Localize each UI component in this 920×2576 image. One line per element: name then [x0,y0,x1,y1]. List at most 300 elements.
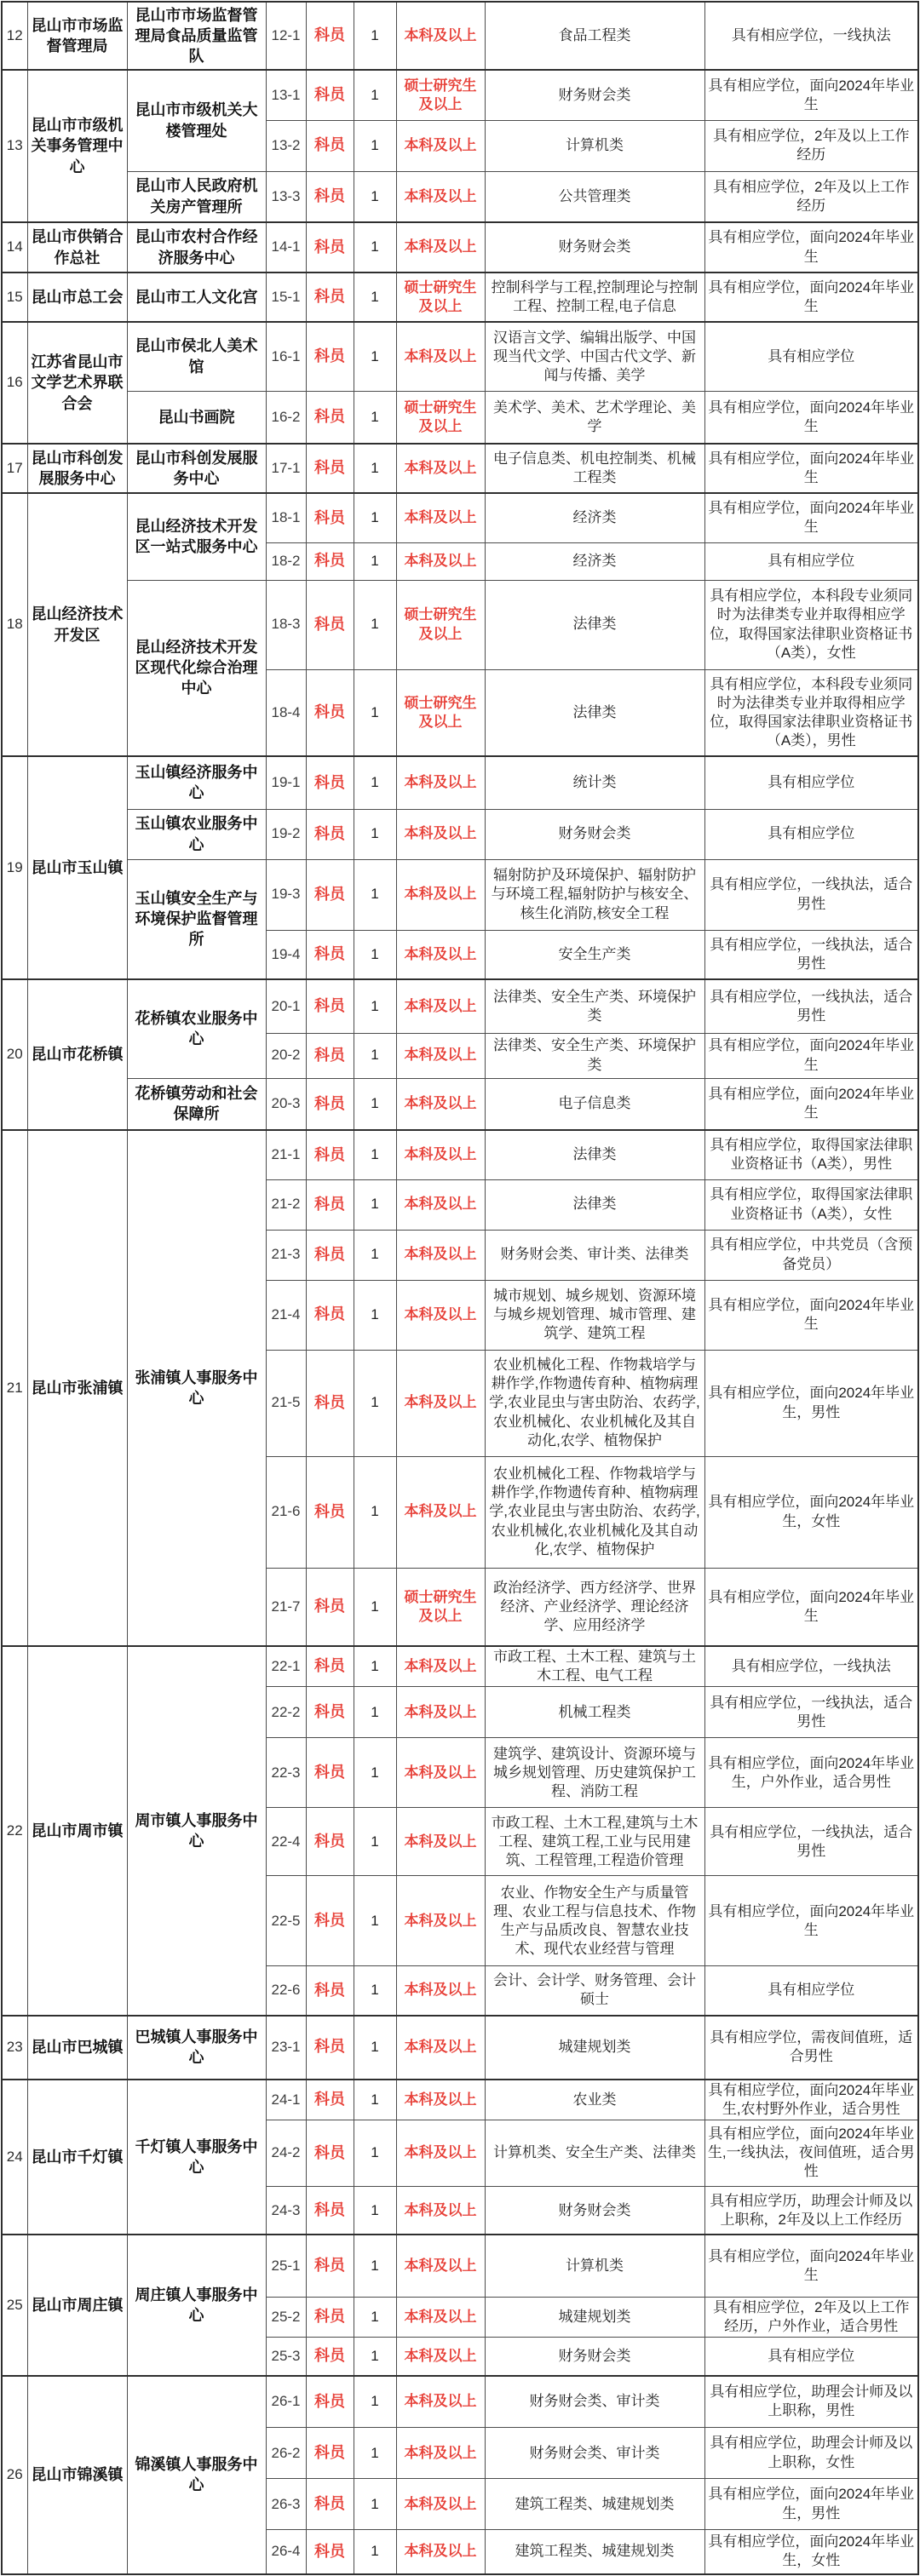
headcount-cell: 1 [354,2235,396,2297]
headcount-cell: 1 [354,222,396,273]
education-cell: 本科及以上 [396,1179,485,1230]
position-row [2,322,918,391]
major-cell: 法律类 [485,580,704,669]
unit-name-cell: 昆山市人民政府机关房产管理所 [127,171,266,222]
org-name-cell: 昆山市巴城镇 [27,2016,127,2080]
major-cell: 法律类 [485,669,704,756]
education-cell: 本科及以上 [396,979,485,1033]
org-name-cell: 昆山市市场监督管理局 [27,2,127,70]
major-cell: 电子信息类、机电控制类、机械工程类 [485,444,704,493]
position-row [2,979,918,1033]
position-row [2,273,918,322]
position-title-cell: 科员 [306,1646,354,1687]
remark-cell: 具有相应学位，面向2024年毕业生，女性 [704,2530,918,2574]
recruitment-table [1,1,919,2575]
education-cell: 本科及以上 [396,2186,485,2235]
position-code-cell: 26-2 [266,2428,306,2479]
position-code-cell: 22-6 [266,1966,306,2016]
remark-cell: 具有相应学位，取得国家法律职业资格证书（A类），女性 [704,1179,918,1230]
org-name-cell: 昆山市周庄镇 [27,2235,127,2375]
headcount-cell: 1 [354,669,396,756]
position-row [2,859,918,930]
position-title-cell: 科员 [306,70,354,120]
position-title-cell: 科员 [306,1078,354,1130]
position-title-cell: 科员 [306,669,354,756]
position-title-cell: 科员 [306,273,354,322]
position-code-cell: 25-2 [266,2297,306,2337]
remark-cell: 具有相应学位 [704,542,918,580]
unit-name-cell: 张浦镇人事服务中心 [127,1130,266,1646]
position-code-cell: 13-1 [266,70,306,120]
recruitment-table-body [2,2,918,2574]
remark-cell: 具有相应学位，一线执法，适合男性 [704,859,918,930]
remark-cell: 具有相应学位，一线执法 [704,2,918,70]
major-cell: 计算机类 [485,2235,704,2297]
position-code-cell: 18-4 [266,669,306,756]
education-cell: 硕士研究生及以上 [396,391,485,444]
remark-cell: 具有相应学位，面向2024年毕业生 [704,391,918,444]
remark-cell: 具有相应学位，面向2024年毕业生，男性 [704,1350,918,1456]
position-code-cell: 21-6 [266,1456,306,1568]
education-cell: 硕士研究生及以上 [396,273,485,322]
education-cell: 本科及以上 [396,2297,485,2337]
position-title-cell: 科员 [306,1033,354,1078]
education-cell: 本科及以上 [396,2120,485,2186]
position-code-cell: 24-3 [266,2186,306,2235]
major-cell: 美术学、美术、艺术学理论、美学 [485,391,704,444]
major-cell: 经济类 [485,493,704,542]
headcount-cell: 1 [354,859,396,930]
major-cell: 法律类 [485,1130,704,1179]
position-title-cell: 科员 [306,1230,354,1280]
headcount-cell: 1 [354,2376,396,2428]
headcount-cell: 1 [354,1179,396,1230]
group-number-cell: 12 [2,2,27,70]
position-row [2,2080,918,2120]
remark-cell: 具有相应学位，助理会计师及以上职称，女性 [704,2428,918,2479]
position-row [2,222,918,273]
education-cell: 本科及以上 [396,2080,485,2120]
position-code-cell: 13-2 [266,120,306,171]
org-name-cell: 昆山市总工会 [27,273,127,322]
position-title-cell: 科员 [306,120,354,171]
position-title-cell: 科员 [306,222,354,273]
headcount-cell: 1 [354,809,396,859]
unit-name-cell: 昆山市科创发展服务中心 [127,444,266,493]
headcount-cell: 1 [354,756,396,809]
position-title-cell: 科员 [306,2297,354,2337]
education-cell: 本科及以上 [396,1738,485,1808]
org-name-cell: 昆山市锦溪镇 [27,2376,127,2574]
headcount-cell: 1 [354,2479,396,2530]
remark-cell: 具有相应学位，一线执法，适合男性 [704,979,918,1033]
education-cell: 本科及以上 [396,322,485,391]
position-title-cell: 科员 [306,542,354,580]
headcount-cell: 1 [354,120,396,171]
remark-cell: 具有相应学位，2年及以上工作经历，户外作业，适合男性 [704,2297,918,2337]
org-name-cell: 昆山市张浦镇 [27,1130,127,1646]
major-cell: 法律类、安全生产类、环境保护类 [485,1033,704,1078]
remark-cell: 具有相应学位，面向2024年毕业生 [704,1876,918,1966]
position-row [2,2016,918,2080]
position-row [2,493,918,542]
org-name-cell: 江苏省昆山市文学艺术界联合会 [27,322,127,444]
unit-name-cell: 昆山市工人文化宫 [127,273,266,322]
major-cell: 机械工程类 [485,1687,704,1738]
education-cell: 本科及以上 [396,2376,485,2428]
major-cell: 农业机械化工程、作物栽培学与耕作学,作物遗传育种、植物病理学,农业昆虫与害虫防治、农药学,农业机械化、农业机械化及其自动化,农学、植物保护 [485,1350,704,1456]
org-name-cell: 昆山市玉山镇 [27,756,127,979]
unit-name-cell: 昆山市市级机关大楼管理处 [127,70,266,171]
remark-cell: 具有相应学位，面向2024年毕业生 [704,222,918,273]
education-cell: 本科及以上 [396,859,485,930]
headcount-cell: 1 [354,70,396,120]
major-cell: 控制科学与工程,控制理论与控制工程、控制工程,电子信息 [485,273,704,322]
education-cell: 本科及以上 [396,809,485,859]
unit-name-cell: 周庄镇人事服务中心 [127,2235,266,2375]
position-code-cell: 17-1 [266,444,306,493]
remark-cell: 具有相应学位，面向2024年毕业生,一线执法，夜间值班，适合男性 [704,2120,918,2186]
remark-cell: 具有相应学位 [704,2338,918,2376]
unit-name-cell: 昆山经济技术开发区现代化综合治理中心 [127,580,266,756]
org-name-cell: 昆山市花桥镇 [27,979,127,1130]
education-cell: 硕士研究生及以上 [396,1568,485,1646]
remark-cell: 具有相应学位，面向2024年毕业生，户外作业，适合男性 [704,1738,918,1808]
position-code-cell: 25-3 [266,2338,306,2376]
position-row [2,2235,918,2297]
headcount-cell: 1 [354,273,396,322]
major-cell: 城建规划类 [485,2016,704,2080]
position-title-cell: 科员 [306,1808,354,1876]
position-title-cell: 科员 [306,1687,354,1738]
headcount-cell: 1 [354,1966,396,2016]
education-cell: 本科及以上 [396,2016,485,2080]
major-cell: 建筑工程类、城建规划类 [485,2479,704,2530]
position-title-cell: 科员 [306,2428,354,2479]
headcount-cell: 1 [354,1808,396,1876]
education-cell: 本科及以上 [396,2428,485,2479]
position-code-cell: 26-4 [266,2530,306,2574]
headcount-cell: 1 [354,171,396,222]
remark-cell: 具有相应学位，面向2024年毕业生 [704,1280,918,1350]
education-cell: 硕士研究生及以上 [396,669,485,756]
major-cell: 统计类 [485,756,704,809]
headcount-cell: 1 [354,930,396,979]
position-code-cell: 22-1 [266,1646,306,1687]
remark-cell: 具有相应学位，面向2024年毕业生 [704,444,918,493]
group-number-cell: 21 [2,1130,27,1646]
education-cell: 本科及以上 [396,1687,485,1738]
major-cell: 建筑工程类、城建规划类 [485,2530,704,2574]
major-cell: 安全生产类 [485,930,704,979]
education-cell: 本科及以上 [396,1876,485,1966]
position-title-cell: 科员 [306,2120,354,2186]
headcount-cell: 1 [354,1078,396,1130]
education-cell: 本科及以上 [396,171,485,222]
position-title-cell: 科员 [306,2338,354,2376]
position-code-cell: 21-7 [266,1568,306,1646]
position-title-cell: 科员 [306,493,354,542]
remark-cell: 具有相应学位，本科段专业须同时为法律类专业并取得相应学位，取得国家法律职业资格证书（A类），男性 [704,669,918,756]
group-number-cell: 22 [2,1646,27,2016]
major-cell: 财务财会类、审计类、法律类 [485,1230,704,1280]
position-title-cell: 科员 [306,1179,354,1230]
group-number-cell: 17 [2,444,27,493]
position-title-cell: 科员 [306,580,354,669]
major-cell: 政治经济学、西方经济学、世界经济、产业经济学、理论经济学、应用经济学 [485,1568,704,1646]
headcount-cell: 1 [354,2120,396,2186]
education-cell: 本科及以上 [396,1456,485,1568]
headcount-cell: 1 [354,2080,396,2120]
group-number-cell: 14 [2,222,27,273]
position-title-cell: 科员 [306,1280,354,1350]
headcount-cell: 1 [354,580,396,669]
unit-name-cell: 昆山市市场监督管理局食品质量监管队 [127,2,266,70]
remark-cell: 具有相应学历，助理会计师及以上职称，2年及以上工作经历 [704,2186,918,2235]
headcount-cell: 1 [354,493,396,542]
remark-cell: 具有相应学位，2年及以上工作经历 [704,120,918,171]
unit-name-cell: 玉山镇安全生产与环境保护监督管理所 [127,859,266,979]
position-title-cell: 科员 [306,444,354,493]
education-cell: 本科及以上 [396,756,485,809]
position-code-cell: 13-3 [266,171,306,222]
position-row [2,2,918,70]
remark-cell: 具有相应学位，取得国家法律职业资格证书（A类），男性 [704,1130,918,1179]
headcount-cell: 1 [354,1033,396,1078]
major-cell: 市政工程、土木工程,建筑与土木工程、建筑工程,工业与民用建筑、工程管理,工程造价管理 [485,1808,704,1876]
education-cell: 本科及以上 [396,542,485,580]
position-code-cell: 20-3 [266,1078,306,1130]
position-row [2,580,918,669]
education-cell: 本科及以上 [396,1808,485,1876]
major-cell: 财务财会类、审计类 [485,2376,704,2428]
position-title-cell: 科员 [306,1568,354,1646]
major-cell: 财务财会类 [485,2186,704,2235]
position-code-cell: 24-2 [266,2120,306,2186]
position-code-cell: 18-1 [266,493,306,542]
remark-cell: 具有相应学位 [704,322,918,391]
position-title-cell: 科员 [306,1130,354,1179]
headcount-cell: 1 [354,444,396,493]
org-name-cell: 昆山市科创发展服务中心 [27,444,127,493]
position-row [2,444,918,493]
org-name-cell: 昆山市千灯镇 [27,2080,127,2235]
position-row [2,1078,918,1130]
position-row [2,70,918,120]
position-title-cell: 科员 [306,979,354,1033]
group-number-cell: 19 [2,756,27,979]
major-cell: 公共管理类 [485,171,704,222]
remark-cell: 具有相应学位，本科段专业须同时为法律类专业并取得相应学位，取得国家法律职业资格证书（A类），女性 [704,580,918,669]
major-cell: 财务财会类 [485,809,704,859]
education-cell: 本科及以上 [396,120,485,171]
education-cell: 本科及以上 [396,1280,485,1350]
remark-cell: 具有相应学位，面向2024年毕业生,农村野外作业，适合男性 [704,2080,918,2120]
position-code-cell: 25-1 [266,2235,306,2297]
education-cell: 本科及以上 [396,2235,485,2297]
major-cell: 财务财会类 [485,222,704,273]
position-row [2,756,918,809]
major-cell: 法律类 [485,1179,704,1230]
remark-cell: 具有相应学位，面向2024年毕业生 [704,273,918,322]
group-number-cell: 16 [2,322,27,444]
major-cell: 会计、会计学、财务管理、会计硕士 [485,1966,704,2016]
position-code-cell: 24-1 [266,2080,306,2120]
headcount-cell: 1 [354,1876,396,1966]
position-row [2,1130,918,1179]
education-cell: 硕士研究生及以上 [396,580,485,669]
org-name-cell: 昆山经济技术开发区 [27,493,127,756]
position-code-cell: 20-2 [266,1033,306,1078]
position-code-cell: 18-3 [266,580,306,669]
position-row [2,2376,918,2428]
education-cell: 硕士研究生及以上 [396,70,485,120]
position-code-cell: 21-2 [266,1179,306,1230]
remark-cell: 具有相应学位，需夜间值班，适合男性 [704,2016,918,2080]
position-code-cell: 12-1 [266,2,306,70]
remark-cell: 具有相应学位，一线执法 [704,1646,918,1687]
major-cell: 食品工程类 [485,2,704,70]
remark-cell: 具有相应学位，一线执法，适合男性 [704,1808,918,1876]
position-title-cell: 科员 [306,2,354,70]
headcount-cell: 1 [354,1646,396,1687]
group-number-cell: 20 [2,979,27,1130]
education-cell: 本科及以上 [396,1966,485,2016]
education-cell: 本科及以上 [396,2338,485,2376]
position-code-cell: 22-3 [266,1738,306,1808]
position-code-cell: 26-3 [266,2479,306,2530]
education-cell: 本科及以上 [396,2530,485,2574]
position-title-cell: 科员 [306,2479,354,2530]
unit-name-cell: 昆山市农村合作经济服务中心 [127,222,266,273]
remark-cell: 具有相应学位 [704,1966,918,2016]
position-title-cell: 科员 [306,1350,354,1456]
education-cell: 本科及以上 [396,1230,485,1280]
unit-name-cell: 昆山书画院 [127,391,266,444]
remark-cell: 具有相应学位，一线执法，适合男性 [704,930,918,979]
position-title-cell: 科员 [306,1738,354,1808]
headcount-cell: 1 [354,2,396,70]
education-cell: 本科及以上 [396,930,485,979]
remark-cell: 具有相应学位，助理会计师及以上职称，男性 [704,2376,918,2428]
headcount-cell: 1 [354,1350,396,1456]
position-code-cell: 21-5 [266,1350,306,1456]
education-cell: 本科及以上 [396,222,485,273]
position-code-cell: 22-2 [266,1687,306,1738]
group-number-cell: 24 [2,2080,27,2235]
position-title-cell: 科员 [306,809,354,859]
major-cell: 财务财会类 [485,2338,704,2376]
remark-cell: 具有相应学位，2年及以上工作经历 [704,171,918,222]
unit-name-cell: 玉山镇农业服务中心 [127,809,266,859]
position-title-cell: 科员 [306,322,354,391]
major-cell: 计算机类、安全生产类、法律类 [485,2120,704,2186]
position-title-cell: 科员 [306,2530,354,2574]
education-cell: 本科及以上 [396,493,485,542]
position-title-cell: 科员 [306,2016,354,2080]
headcount-cell: 1 [354,542,396,580]
major-cell: 城建规划类 [485,2297,704,2337]
remark-cell: 具有相应学位，面向2024年毕业生，女性 [704,1456,918,1568]
major-cell: 农业类 [485,2080,704,2120]
headcount-cell: 1 [354,2338,396,2376]
group-number-cell: 15 [2,273,27,322]
group-number-cell: 18 [2,493,27,756]
unit-name-cell: 昆山经济技术开发区一站式服务中心 [127,493,266,580]
position-code-cell: 23-1 [266,2016,306,2080]
unit-name-cell: 周市镇人事服务中心 [127,1646,266,2016]
position-title-cell: 科员 [306,1876,354,1966]
position-title-cell: 科员 [306,930,354,979]
remark-cell: 具有相应学位，一线执法，适合男性 [704,1687,918,1738]
position-title-cell: 科员 [306,171,354,222]
unit-name-cell: 玉山镇经济服务中心 [127,756,266,809]
position-title-cell: 科员 [306,2186,354,2235]
position-row [2,809,918,859]
education-cell: 本科及以上 [396,1130,485,1179]
unit-name-cell: 花桥镇农业服务中心 [127,979,266,1078]
org-name-cell: 昆山市供销合作总社 [27,222,127,273]
headcount-cell: 1 [354,1738,396,1808]
remark-cell: 具有相应学位，面向2024年毕业生，男性 [704,2479,918,2530]
headcount-cell: 1 [354,2530,396,2574]
position-title-cell: 科员 [306,2080,354,2120]
major-cell: 农业机械化工程、作物栽培学与耕作学,作物遗传育种、植物病理学,农业昆虫与害虫防治、农药学,农业机械化,农业机械化及其自动化,农学、植物保护 [485,1456,704,1568]
major-cell: 经济类 [485,542,704,580]
position-code-cell: 14-1 [266,222,306,273]
major-cell: 电子信息类 [485,1078,704,1130]
group-number-cell: 26 [2,2376,27,2574]
headcount-cell: 1 [354,1568,396,1646]
headcount-cell: 1 [354,2186,396,2235]
headcount-cell: 1 [354,391,396,444]
headcount-cell: 1 [354,1456,396,1568]
unit-name-cell: 巴城镇人事服务中心 [127,2016,266,2080]
education-cell: 本科及以上 [396,1350,485,1456]
position-code-cell: 15-1 [266,273,306,322]
position-code-cell: 18-2 [266,542,306,580]
headcount-cell: 1 [354,2016,396,2080]
position-row [2,1646,918,1687]
remark-cell: 具有相应学位，面向2024年毕业生 [704,2235,918,2297]
position-title-cell: 科员 [306,1966,354,2016]
remark-cell: 具有相应学位 [704,809,918,859]
position-code-cell: 26-1 [266,2376,306,2428]
headcount-cell: 1 [354,322,396,391]
major-cell: 计算机类 [485,120,704,171]
group-number-cell: 25 [2,2235,27,2375]
major-cell: 农业、作物安全生产与质量管理、农业工程与信息技术、作物生产与品质改良、智慧农业技术、现代农业经营与管理 [485,1876,704,1966]
education-cell: 本科及以上 [396,1646,485,1687]
position-title-cell: 科员 [306,859,354,930]
unit-name-cell: 千灯镇人事服务中心 [127,2080,266,2235]
education-cell: 本科及以上 [396,2479,485,2530]
position-row [2,171,918,222]
remark-cell: 具有相应学位，面向2024年毕业生 [704,1568,918,1646]
remark-cell: 具有相应学位，中共党员（含预备党员） [704,1230,918,1280]
org-name-cell: 昆山市周市镇 [27,1646,127,2016]
remark-cell: 具有相应学位，面向2024年毕业生 [704,1033,918,1078]
position-code-cell: 22-5 [266,1876,306,1966]
unit-name-cell: 锦溪镇人事服务中心 [127,2376,266,2574]
position-title-cell: 科员 [306,756,354,809]
position-code-cell: 19-1 [266,756,306,809]
headcount-cell: 1 [354,1687,396,1738]
headcount-cell: 1 [354,2297,396,2337]
group-number-cell: 23 [2,2016,27,2080]
unit-name-cell: 花桥镇劳动和社会保障所 [127,1078,266,1130]
major-cell: 财务财会类、审计类 [485,2428,704,2479]
